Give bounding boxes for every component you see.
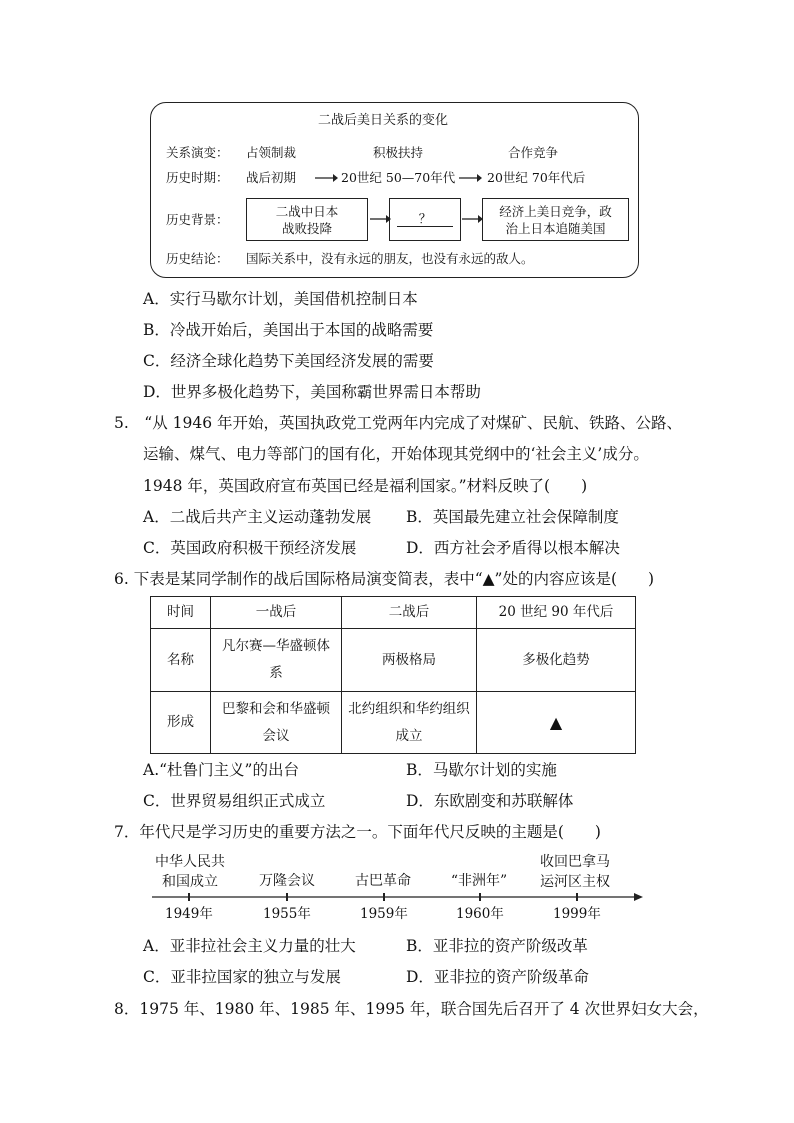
world-order-table [150, 596, 636, 754]
arrow-right-icon [369, 211, 391, 227]
q5-stem-line3: 1948 年，英国政府宣布英国已经是福利国家。”材料反映了( ) [143, 477, 588, 495]
table-cell: 北约组织和华约组织成立 [342, 692, 477, 754]
background-box-3 [482, 198, 629, 241]
timeline-year: 1955年 [263, 906, 311, 922]
timeline-event: “非洲年” [450, 873, 508, 889]
table-row [151, 629, 636, 692]
q5-option-c[interactable]: C．英国政府积极干预经济发展 [143, 539, 357, 557]
q7-option-a[interactable]: A．亚非拉社会主义力量的壮大 [143, 937, 356, 955]
timeline-event: 万隆会议 [259, 873, 315, 889]
arrow-right-icon [458, 170, 482, 186]
q6-option-d[interactable]: D．东欧剧变和苏联解体 [406, 792, 574, 810]
background-box-2 [389, 198, 461, 241]
q4-option-b[interactable]: B．冷战开始后，美国出于本国的战略需要 [143, 321, 434, 339]
table-header-cell: 一战后 [211, 597, 342, 629]
conclusion-text: 国际关系中，没有永远的朋友，也没有永远的敌人。 [246, 251, 534, 266]
q7-option-c[interactable]: C．亚非拉国家的独立与发展 [143, 968, 341, 986]
q7-stem: 7．年代尺是学习历史的重要方法之一。下面年代尺反映的主题是( ) [114, 823, 601, 841]
period-item-1: 战后初期 [246, 170, 297, 185]
period-item-3: 20世纪 70年代后 [487, 170, 586, 185]
q6-option-a[interactable]: A.“杜鲁门主义”的出台 [143, 761, 299, 779]
table-row [151, 692, 636, 754]
table-header-cell: 时间 [151, 597, 211, 629]
q4-option-c[interactable]: C．经济全球化趋势下美国经济发展的需要 [143, 352, 434, 370]
q4-option-d[interactable]: D．世界多极化趋势下，美国称霸世界需日本帮助 [143, 383, 481, 401]
q5-option-d[interactable]: D．西方社会矛盾得以根本解决 [406, 539, 620, 557]
table-header-cell: 20 世纪 90 年代后 [477, 597, 636, 629]
q7-option-d[interactable]: D．亚非拉的资产阶级革命 [406, 968, 589, 986]
q5-option-b[interactable]: B．英国最先建立社会保障制度 [406, 508, 619, 526]
background-box-1-line2: 战败投降 [281, 220, 332, 236]
table-cell: 多极化趋势 [477, 629, 636, 692]
q8-stem-line1: 8．1975 年、1980 年、1985 年、1995 年，联合国先后召开了 4 次世界妇女大会， [114, 1000, 709, 1018]
timeline-tick [286, 893, 288, 901]
row-label-period: 历史时期： [166, 170, 229, 185]
q6-option-c[interactable]: C．世界贸易组织正式成立 [143, 792, 326, 810]
background-box-3-line1: 经济上美日竞争，政 [499, 203, 612, 219]
table-cell: 两极格局 [342, 629, 477, 692]
arrow-right-icon [461, 211, 483, 227]
q4-option-a[interactable]: A．实行马歇尔计划，美国借机控制日本 [143, 290, 418, 308]
timeline-axis [150, 890, 645, 904]
background-box-1-line1: 二战中日本 [275, 203, 339, 219]
timeline-tick [188, 893, 190, 901]
row-label-conclusion: 历史结论： [166, 251, 229, 266]
timeline-event: 古巴革命 [355, 873, 411, 889]
table-cell: 形成 [151, 692, 211, 754]
timeline-tick [479, 893, 481, 901]
row-label-evolution: 关系演变： [166, 145, 229, 160]
timeline-year: 1960年 [456, 906, 504, 922]
arrow-right-icon [314, 170, 338, 186]
evolution-item-1: 占领制裁 [246, 145, 297, 160]
triangle-placeholder: ▲ [477, 692, 636, 754]
evolution-item-2: 积极扶持 [373, 145, 424, 160]
table-cell: 名称 [151, 629, 211, 692]
timeline-year: 1999年 [553, 906, 601, 922]
timeline-event: 收回巴拿马运河区主权 [540, 854, 610, 890]
evolution-item-3: 合作竞争 [508, 145, 559, 160]
period-item-2: 20世纪 50—70年代 [341, 170, 456, 185]
timeline-event: 中华人民共和国成立 [155, 854, 225, 890]
q5-stem-line2: 运输、煤气、电力等部门的国有化，开始体现其党纲中的‘社会主义’成分。 [143, 445, 649, 463]
q5-option-a[interactable]: A．二战后共产主义运动蓬勃发展 [143, 508, 372, 526]
timeline-tick [383, 893, 385, 901]
question-blank: ？ [397, 212, 453, 227]
table-header-row [151, 597, 636, 629]
background-box-1 [246, 198, 368, 241]
q5-stem-line1: 5. “从 1946 年开始，英国执政党工党两年内完成了对煤矿、民航、铁路、公路、 [114, 414, 683, 432]
q7-option-b[interactable]: B．亚非拉的资产阶级改革 [406, 937, 588, 955]
q6-stem: 6. 下表是某同学制作的战后国际格局演变简表，表中“▲”处的内容应该是( ) [114, 570, 655, 588]
table-cell: 巴黎和会和华盛顿会议 [211, 692, 342, 754]
background-box-3-line2: 治上日本追随美国 [505, 220, 606, 236]
timeline-year: 1959年 [360, 906, 408, 922]
table-cell: 凡尔赛—华盛顿体系 [211, 629, 342, 692]
diagram-title: 二战后美日关系的变化 [318, 113, 449, 128]
row-label-background: 历史背景： [166, 212, 229, 227]
timeline-year: 1949年 [165, 906, 213, 922]
q6-option-b[interactable]: B．马歇尔计划的实施 [406, 761, 557, 779]
table-header-cell: 二战后 [342, 597, 477, 629]
timeline-tick [576, 893, 578, 901]
